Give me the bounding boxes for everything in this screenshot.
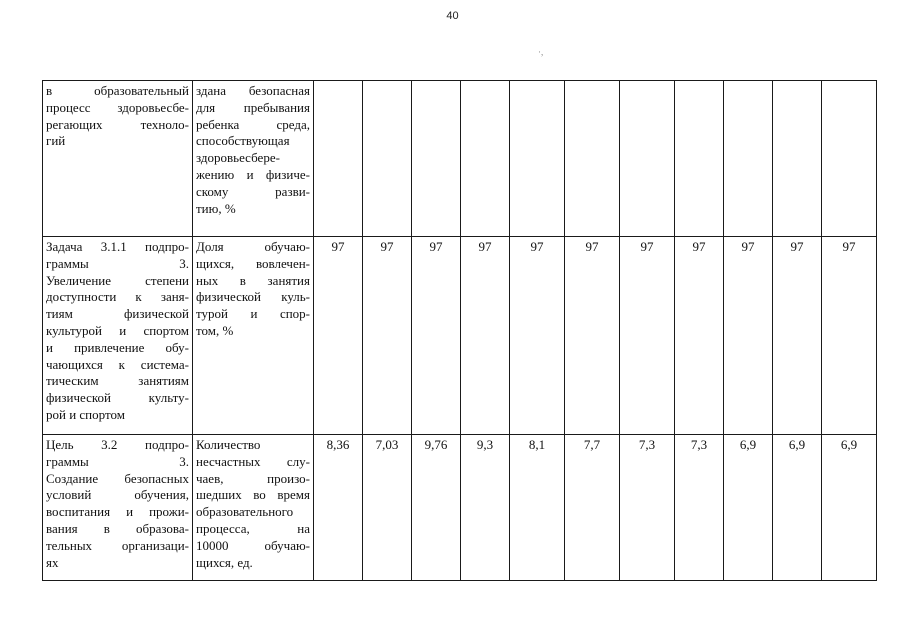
goal-text-line: и привлечение обу- xyxy=(46,339,189,355)
indicators-table xyxy=(42,80,877,581)
value-cell xyxy=(822,81,877,237)
indicator-cell xyxy=(193,81,314,237)
value-cell: 7,3 xyxy=(620,435,675,581)
value-cell xyxy=(363,81,412,237)
value-cell xyxy=(565,81,620,237)
goal-text-line: Увеличение степени xyxy=(46,272,189,288)
goal-text-line: ях xyxy=(46,554,59,570)
indicator-text-line: процесса, на xyxy=(196,520,310,536)
indicator-text-line: щихся, вовлечен- xyxy=(196,255,310,271)
indicator-cell xyxy=(193,237,314,435)
value-cell: 97 xyxy=(363,237,412,435)
value-cell: 97 xyxy=(620,237,675,435)
goal-text-line: Создание безопасных xyxy=(46,470,189,486)
goal-text-line: физической культу- xyxy=(46,390,189,406)
indicator-text-line: ребенка среда, xyxy=(196,116,310,132)
value-cell: 6,9 xyxy=(822,435,877,581)
value-cell: 7,7 xyxy=(565,435,620,581)
goal-cell xyxy=(43,237,193,435)
value-cell xyxy=(773,81,822,237)
indicator-text-line: здана безопасная xyxy=(196,83,310,98)
indicator-text-line: жению и физиче- xyxy=(196,166,310,182)
indicator-text-line: способствующая xyxy=(196,133,290,149)
indicator-text-line: щихся, ед. xyxy=(196,554,253,570)
goal-cell xyxy=(43,435,193,581)
value-cell: 97 xyxy=(822,237,877,435)
value-cell: 97 xyxy=(314,237,363,435)
goal-text-line: гий xyxy=(46,133,66,149)
goal-text-line: Цель 3.2 подпро- xyxy=(46,437,189,452)
indicator-text-line: 10000 обучаю- xyxy=(196,537,310,553)
indicator-text-line: чаев, произо- xyxy=(196,470,310,486)
value-cell xyxy=(620,81,675,237)
indicator-text-line: для пребывания xyxy=(196,99,310,115)
value-cell: 97 xyxy=(724,237,773,435)
goal-text-line: граммы 3. xyxy=(46,453,189,469)
value-cell xyxy=(314,81,363,237)
table-row xyxy=(43,435,877,581)
indicator-text-line: том, % xyxy=(196,322,234,338)
value-cell: 9,3 xyxy=(461,435,510,581)
goal-text-line: тиям физической xyxy=(46,306,189,322)
goal-text-line: процесс здоровьесбе- xyxy=(46,99,189,115)
indicator-text-line: ных в занятия xyxy=(196,272,310,288)
indicator-text-line: турой и спор- xyxy=(196,306,310,322)
indicator-text-line: Количество xyxy=(196,437,261,452)
value-cell: 6,9 xyxy=(773,435,822,581)
indicator-text-line: несчастных слу- xyxy=(196,453,310,469)
value-cell: 7,3 xyxy=(675,435,724,581)
value-cell: 97 xyxy=(773,237,822,435)
value-cell xyxy=(461,81,510,237)
goal-text-line: Задача 3.1.1 подпро- xyxy=(46,239,189,254)
goal-text-line: тельных организаци- xyxy=(46,537,189,553)
indicator-text-line: шедших во время xyxy=(196,487,310,503)
table-row xyxy=(43,81,877,237)
scan-speck: ·, xyxy=(538,47,544,57)
value-cell xyxy=(724,81,773,237)
value-cell xyxy=(412,81,461,237)
goal-text-line: рой и спортом xyxy=(46,406,125,422)
indicator-text-line: здоровьесбере- xyxy=(196,150,280,166)
goal-text-line: вания в образова- xyxy=(46,520,189,536)
goal-text-line: воспитания и прожи- xyxy=(46,504,189,520)
value-cell: 97 xyxy=(675,237,724,435)
value-cell: 7,03 xyxy=(363,435,412,581)
indicator-text-line: образовательного xyxy=(196,504,294,520)
value-cell: 9,76 xyxy=(412,435,461,581)
indicator-text-line: скому разви- xyxy=(196,183,310,199)
goal-text-line: чающихся к система- xyxy=(46,356,189,372)
goal-text-line: условий обучения, xyxy=(46,487,189,503)
value-cell: 8,1 xyxy=(510,435,565,581)
indicator-text-line: Доля обучаю- xyxy=(196,239,310,254)
goal-text-line: регающих техноло- xyxy=(46,116,189,132)
indicator-cell xyxy=(193,435,314,581)
value-cell: 8,36 xyxy=(314,435,363,581)
goal-cell xyxy=(43,81,193,237)
value-cell: 6,9 xyxy=(724,435,773,581)
value-cell: 97 xyxy=(565,237,620,435)
goal-text-line: граммы 3. xyxy=(46,255,189,271)
value-cell: 97 xyxy=(510,237,565,435)
table-body xyxy=(43,81,877,581)
indicator-text-line: тию, % xyxy=(196,200,236,216)
goal-text-line: культурой и спортом xyxy=(46,322,189,338)
value-cell xyxy=(675,81,724,237)
goal-text-line: доступности к заня- xyxy=(46,289,189,305)
value-cell xyxy=(510,81,565,237)
value-cell: 97 xyxy=(461,237,510,435)
goal-text-line: в образовательный xyxy=(46,83,189,98)
indicator-text-line: физической куль- xyxy=(196,289,310,305)
value-cell: 97 xyxy=(412,237,461,435)
page-number: 40 xyxy=(446,10,459,22)
table-row xyxy=(43,237,877,435)
goal-text-line: тическим занятиям xyxy=(46,373,189,389)
